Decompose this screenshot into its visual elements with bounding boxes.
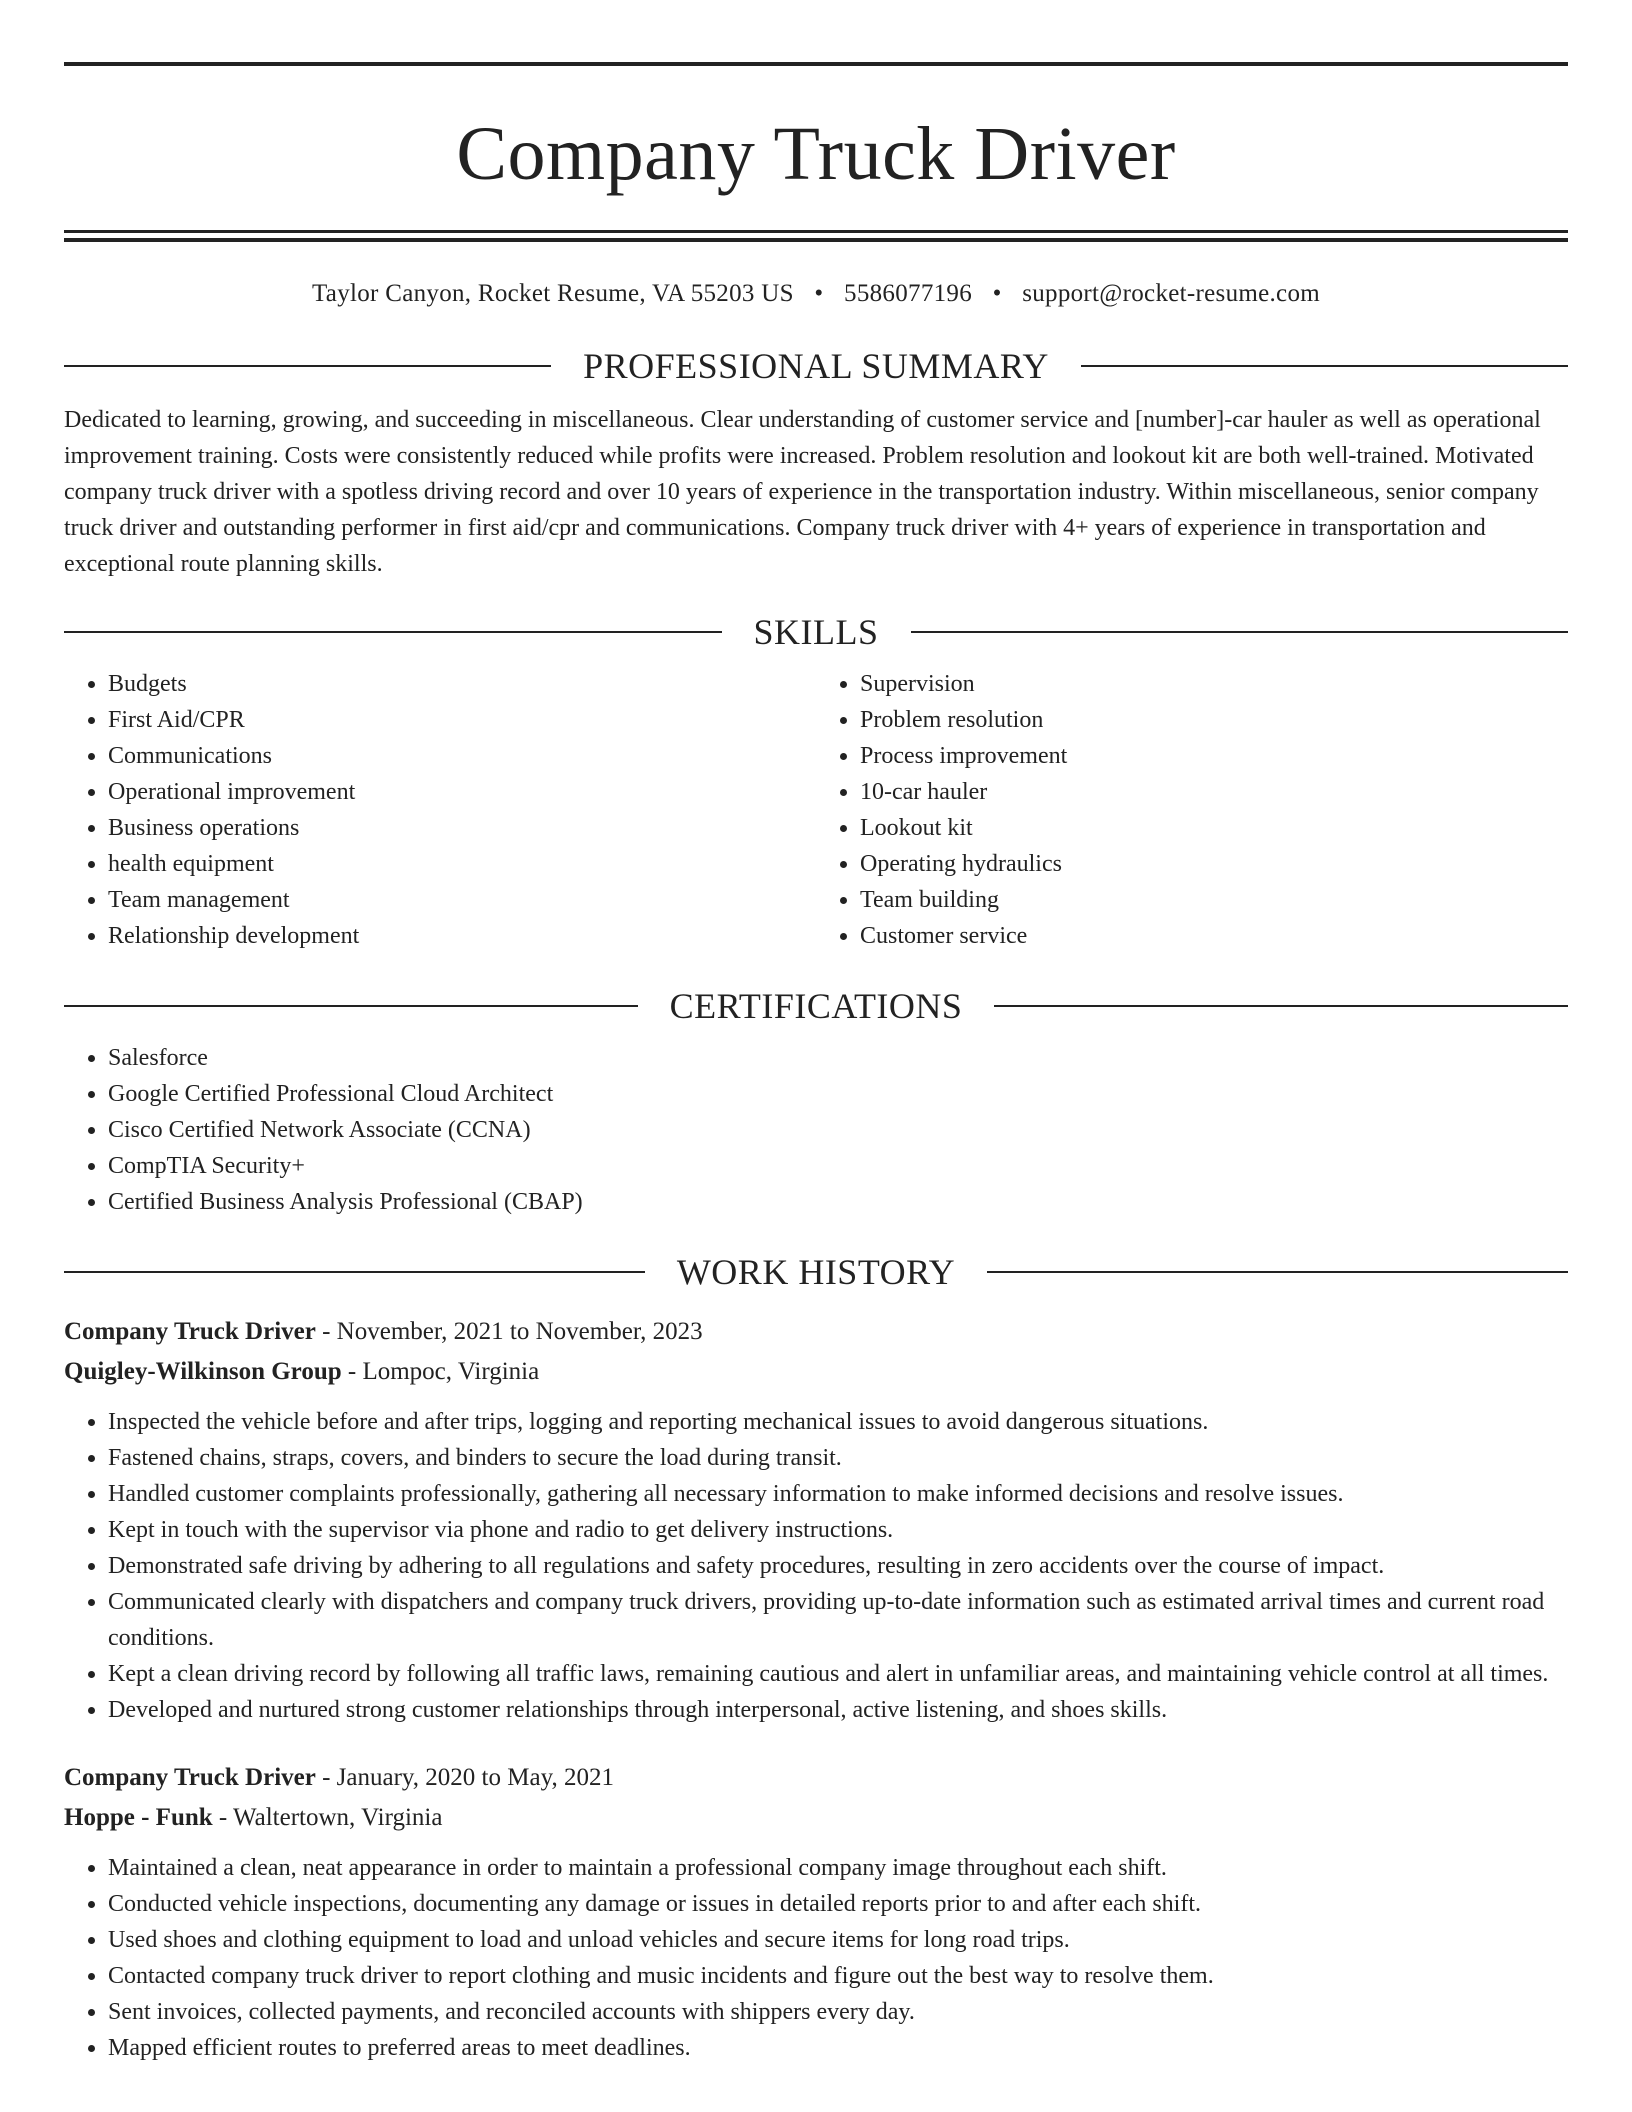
resume-title: Company Truck Driver <box>456 112 1176 196</box>
certification-item: • Salesforce <box>108 1040 1568 1076</box>
job-duty-item: • Demonstrated safe driving by adhering to all regulations and safety procedures, resulting in zero accidents over the course of impact. <box>108 1548 1568 1584</box>
job-company-line <box>64 1798 1568 1838</box>
job-company-line <box>64 1352 1568 1392</box>
job-entry <box>64 1758 1568 2066</box>
job-duty-item: • Communicated clearly with dispatchers and company truck drivers, providing up-to-date information such as estimated arrival times and current road conditions. <box>108 1584 1568 1656</box>
skill-item: • Supervision <box>860 666 1568 702</box>
section-title: CERTIFICATIONS <box>669 986 963 1026</box>
certification-item: • CompTIA Security+ <box>108 1148 1568 1184</box>
summary-paragraph: Dedicated to learning, growing, and succeeding in miscellaneous. Clear understanding of customer service and [number]-car hauler as well as operational improvement training. Costs were consistently reduced while profits were increased. Problem resolution and lookout kit are both well-trained. Motivated company truck driver with a spotless driving record and over 10 years of experience in the transportation industry. Within miscellaneous, senior company truck driver and outstanding performer in first aid/cpr and communications. Company truck driver with 4+ years of experience in transportation and exceptional route planning skills. <box>64 407 1541 577</box>
skill-item: • Lookout kit <box>860 810 1568 846</box>
job-duties <box>64 1850 1568 2066</box>
contact-line <box>64 278 1568 310</box>
contact-separator: • <box>992 280 1002 307</box>
skill-item: • Budgets <box>108 666 816 702</box>
section-title: WORK HISTORY <box>676 1252 956 1292</box>
heading-rule <box>911 631 1569 633</box>
job-role: Company Truck Driver <box>64 1318 316 1345</box>
skill-item: • Team building <box>860 882 1568 918</box>
heading-rule <box>1081 365 1568 367</box>
job-duty-item: • Kept in touch with the supervisor via phone and radio to get delivery instructions. <box>108 1512 1568 1548</box>
skill-item: • Process improvement <box>860 738 1568 774</box>
skill-item: • Business operations <box>108 810 816 846</box>
job-duty-item: • Sent invoices, collected payments, and reconciled accounts with shippers every day. <box>108 1994 1568 2030</box>
job-duty-item: • Conducted vehicle inspections, documenting any damage or issues in detailed reports prior to and after each shift. <box>108 1886 1568 1922</box>
heading-rule <box>994 1005 1568 1007</box>
job-duty-item: • Fastened chains, straps, covers, and binders to secure the load during transit. <box>108 1440 1568 1476</box>
job-duty-item: • Inspected the vehicle before and after trips, logging and reporting mechanical issues to avoid dangerous situations. <box>108 1404 1568 1440</box>
contact-phone: 5586077196 <box>844 280 973 307</box>
skill-item: • Relationship development <box>108 918 816 954</box>
job-duty-item: • Mapped efficient routes to preferred areas to meet deadlines. <box>108 2030 1568 2066</box>
skill-item: • Operating hydraulics <box>860 846 1568 882</box>
contact-email: support@rocket-resume.com <box>1022 280 1320 307</box>
job-company: Hoppe - Funk <box>64 1804 213 1831</box>
section-heading-summary <box>64 344 1568 388</box>
heading-rule <box>64 631 722 633</box>
skills-column-right <box>816 666 1568 954</box>
skill-item: • Team management <box>108 882 816 918</box>
section-title: PROFESSIONAL SUMMARY <box>583 346 1049 386</box>
heading-rule <box>64 1271 645 1273</box>
section-heading-skills <box>64 610 1568 654</box>
skills-list <box>64 666 1568 954</box>
job-duty-item: • Kept a clean driving record by following all traffic laws, remaining cautious and alert in unfamiliar areas, and maintaining vehicle control at all times. <box>108 1656 1568 1692</box>
section-heading-certifications <box>64 984 1568 1028</box>
certifications-list <box>64 1040 1568 1220</box>
job-role: Company Truck Driver <box>64 1764 316 1791</box>
skill-item: • 10-car hauler <box>860 774 1568 810</box>
job-duty-item: • Handled customer complaints professionally, gathering all necessary information to make informed decisions and resolve issues. <box>108 1476 1568 1512</box>
section-title: SKILLS <box>753 612 879 652</box>
section-heading-work-history <box>64 1250 1568 1294</box>
skill-item: • Problem resolution <box>860 702 1568 738</box>
skill-item: • Communications <box>108 738 816 774</box>
certification-item: • Certified Business Analysis Professional (CBAP) <box>108 1184 1568 1220</box>
job-entry <box>64 1312 1568 1728</box>
job-location: - Lompoc, Virginia <box>341 1358 540 1385</box>
top-rule <box>64 62 1568 66</box>
job-title-line <box>64 1312 1568 1352</box>
job-duty-item: • Used shoes and clothing equipment to load and unload vehicles and secure items for long road trips. <box>108 1922 1568 1958</box>
job-duty-item: • Contacted company truck driver to report clothing and music incidents and figure out the best way to resolve them. <box>108 1958 1568 1994</box>
heading-rule <box>987 1271 1568 1273</box>
heading-rule <box>64 1005 638 1007</box>
skill-item: • health equipment <box>108 846 816 882</box>
job-dates: - January, 2020 to May, 2021 <box>315 1764 614 1791</box>
heading-rule <box>64 365 551 367</box>
skills-column-left <box>64 666 816 954</box>
skill-item: • First Aid/CPR <box>108 702 816 738</box>
certification-item: • Cisco Certified Network Associate (CCNA) <box>108 1112 1568 1148</box>
job-duties <box>64 1404 1568 1728</box>
job-company: Quigley-Wilkinson Group <box>64 1358 342 1385</box>
certification-item: • Google Certified Professional Cloud Architect <box>108 1076 1568 1112</box>
job-title-line <box>64 1758 1568 1798</box>
job-duty-item: • Maintained a clean, neat appearance in order to maintain a professional company image throughout each shift. <box>108 1850 1568 1886</box>
contact-address: Taylor Canyon, Rocket Resume, VA 55203 US <box>311 280 794 307</box>
skill-item: • Customer service <box>860 918 1568 954</box>
title-double-rule <box>64 230 1568 242</box>
job-dates: - November, 2021 to November, 2023 <box>315 1318 703 1345</box>
skill-item: • Operational improvement <box>108 774 816 810</box>
contact-separator: • <box>814 280 824 307</box>
job-location: - Waltertown, Virginia <box>212 1804 443 1831</box>
job-duty-item: • Developed and nurtured strong customer relationships through interpersonal, active listening, and shoes skills. <box>108 1692 1568 1728</box>
